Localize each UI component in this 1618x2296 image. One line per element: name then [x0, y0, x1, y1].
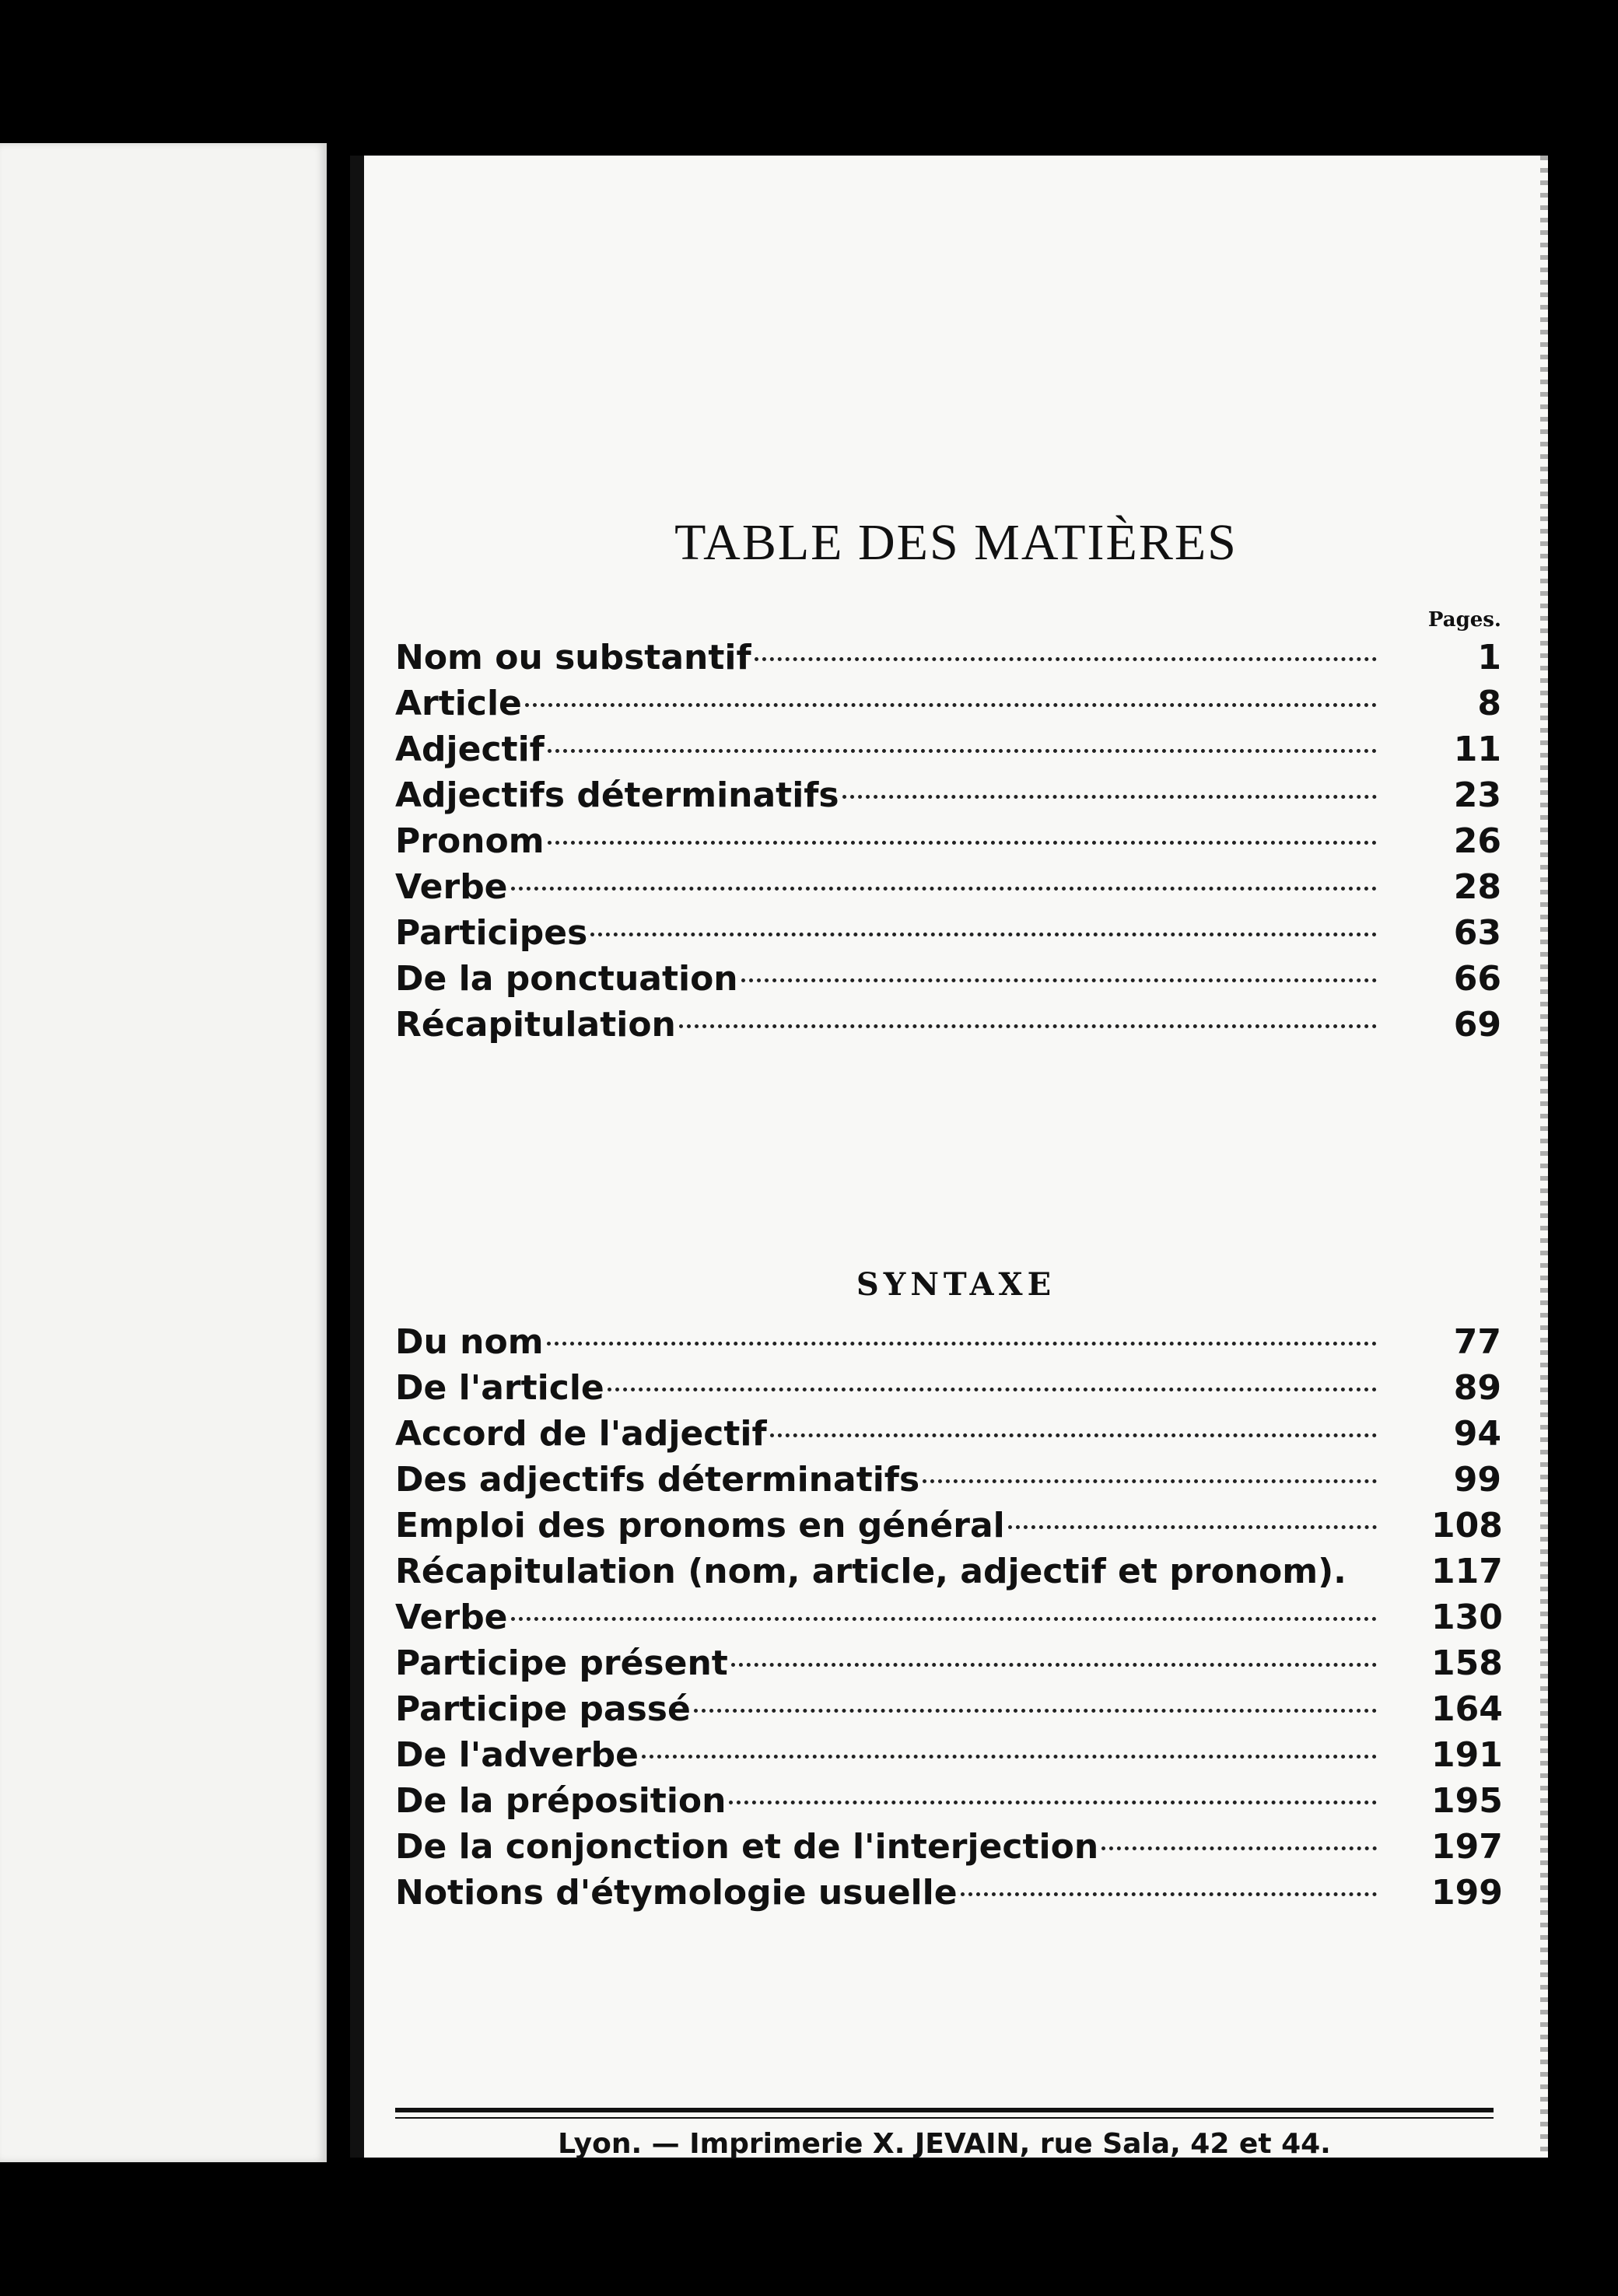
- toc-entry-page: 63: [1453, 913, 1501, 953]
- leader-dots: [679, 1024, 1377, 1028]
- left-page: [0, 143, 327, 2162]
- toc-entry: [395, 1414, 1501, 1460]
- leader-dots: [842, 795, 1377, 799]
- toc-entry-label: Participes: [395, 913, 588, 953]
- toc-entry-label: De l'adverbe: [395, 1735, 639, 1775]
- page-title: TABLE DES MATIÈRES: [674, 514, 1238, 571]
- toc-entry-label: Verbe: [395, 867, 508, 907]
- toc-entry-page: 1: [1477, 638, 1501, 677]
- footer-rule-thin: [395, 2117, 1494, 2119]
- toc-entry-label: Verbe: [395, 1598, 508, 1637]
- toc-entry-label: De la ponctuation: [395, 959, 738, 999]
- toc-entry: [395, 821, 1501, 867]
- toc-entry: [395, 1598, 1501, 1643]
- toc-entry-page: 26: [1453, 821, 1501, 861]
- toc-entry: [395, 959, 1501, 1005]
- toc-entry: [395, 913, 1501, 959]
- footer-rule: [395, 2108, 1494, 2112]
- toc-entry: [395, 775, 1501, 821]
- toc-entry: [395, 1735, 1501, 1781]
- toc-entry: [395, 1689, 1501, 1735]
- toc-entry-label: Nom ou substantif: [395, 638, 751, 677]
- toc-entry-label: Emploi des pronoms en général: [395, 1506, 1005, 1545]
- leader-dots: [525, 703, 1377, 707]
- toc-entry-page: 117: [1431, 1552, 1503, 1591]
- leader-dots: [755, 657, 1377, 661]
- leader-dots: [923, 1479, 1377, 1483]
- toc-entry-page: 197: [1431, 1827, 1503, 1867]
- toc-entry-label: De la préposition: [395, 1781, 727, 1821]
- toc-entry-label: Adjectifs déterminatifs: [395, 775, 839, 815]
- toc-entry-page: 28: [1453, 867, 1501, 907]
- pages-column-header: Pages.: [1427, 608, 1501, 632]
- toc-entry-page: 195: [1431, 1781, 1503, 1821]
- toc-entry-page: 8: [1477, 684, 1501, 723]
- leader-dots: [729, 1801, 1377, 1804]
- toc-entry-page: 69: [1453, 1005, 1501, 1045]
- leader-dots: [731, 1663, 1377, 1667]
- leader-dots: [1008, 1525, 1377, 1529]
- leader-dots: [590, 933, 1377, 936]
- toc-entry-page: 11: [1453, 730, 1501, 769]
- toc-entry: [395, 1552, 1501, 1598]
- leader-dots: [547, 1342, 1377, 1346]
- page-edge: [1540, 156, 1548, 2158]
- leader-dots: [770, 1433, 1377, 1437]
- toc-entry: [395, 1781, 1501, 1827]
- toc-entry-label: Article: [395, 684, 522, 723]
- toc-entry-label: Pronom: [395, 821, 545, 861]
- leader-dots: [741, 978, 1377, 982]
- toc-entry-page: 108: [1431, 1506, 1503, 1545]
- section-title-syntaxe: SYNTAXE: [856, 1266, 1056, 1303]
- toc-entry-label: Du nom: [395, 1322, 544, 1362]
- leader-dots: [548, 749, 1377, 753]
- leader-dots: [642, 1755, 1377, 1759]
- toc-entry: [395, 867, 1501, 913]
- toc-entry-label: Récapitulation: [395, 1005, 676, 1045]
- toc-entry-page: 130: [1431, 1598, 1503, 1637]
- toc-entry-page: 77: [1453, 1322, 1501, 1362]
- toc-entry-page: 94: [1453, 1414, 1501, 1454]
- toc-entry: [395, 1873, 1501, 1919]
- toc-entry-label: Accord de l'adjectif: [395, 1414, 767, 1454]
- syntax-toc-list: [395, 1322, 1501, 1919]
- toc-entry-page: 191: [1431, 1735, 1503, 1775]
- toc-entry: [395, 1368, 1501, 1414]
- toc-entry-page: 158: [1431, 1643, 1503, 1683]
- leader-dots: [511, 887, 1377, 891]
- leader-dots: [1101, 1846, 1377, 1850]
- leader-dots: [961, 1892, 1377, 1896]
- toc-entry-page: 66: [1453, 959, 1501, 999]
- toc-entry-label: De la conjonction et de l'interjection: [395, 1827, 1099, 1867]
- toc-entry-page: 23: [1453, 775, 1501, 815]
- toc-entry-label: Participe présent: [395, 1643, 728, 1683]
- toc-entry-page: 89: [1453, 1368, 1501, 1408]
- toc-entry: [395, 1827, 1501, 1873]
- right-page: [350, 156, 1548, 2158]
- toc-entry-label: Des adjectifs déterminatifs: [395, 1460, 920, 1500]
- toc-entry-label: De l'article: [395, 1368, 604, 1408]
- toc-entry: [395, 638, 1501, 684]
- leader-dots: [511, 1617, 1377, 1621]
- toc-entry-page: 199: [1431, 1873, 1503, 1913]
- toc-entry: [395, 1506, 1501, 1552]
- printer-imprint: Lyon. — Imprimerie X. JEVAIN, rue Sala, 42 et 44.: [558, 2128, 1331, 2160]
- toc-entry: [395, 730, 1501, 775]
- toc-entry: [395, 1005, 1501, 1051]
- toc-entry: [395, 1322, 1501, 1368]
- toc-entry-label: Récapitulation (nom, article, adjectif et pronom).: [395, 1552, 1347, 1591]
- toc-list: [395, 638, 1501, 1051]
- toc-entry-label: Adjectif: [395, 730, 545, 769]
- toc-entry: [395, 1460, 1501, 1506]
- toc-entry-page: 99: [1453, 1460, 1501, 1500]
- toc-entry-label: Participe passé: [395, 1689, 691, 1729]
- toc-entry-page: 164: [1431, 1689, 1503, 1729]
- leader-dots: [608, 1388, 1377, 1391]
- leader-dots: [694, 1709, 1377, 1713]
- toc-entry: [395, 1643, 1501, 1689]
- toc-entry: [395, 684, 1501, 730]
- toc-entry-label: Notions d'étymologie usuelle: [395, 1873, 958, 1913]
- leader-dots: [548, 841, 1377, 845]
